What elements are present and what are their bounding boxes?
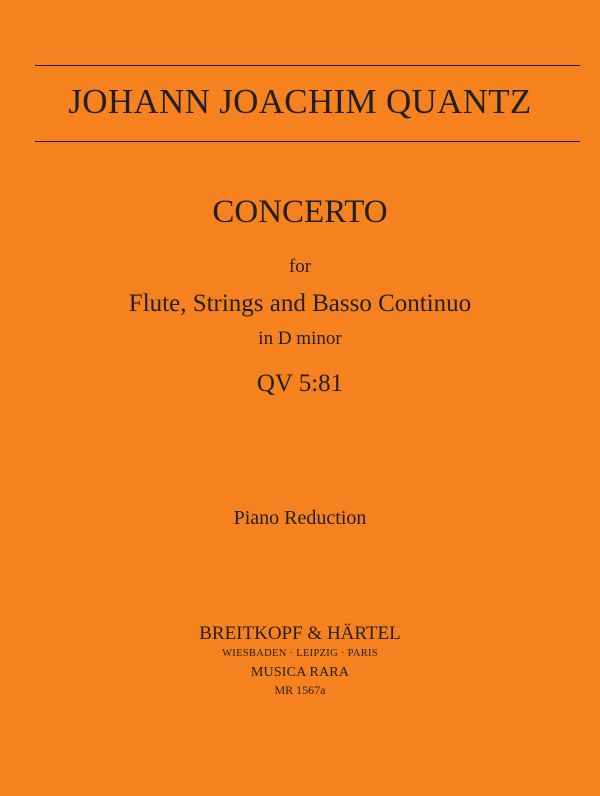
publisher-name: BREITKOPF & HÄRTEL bbox=[199, 623, 401, 644]
composer-name: JOHANN JOACHIM QUANTZ bbox=[68, 82, 532, 121]
publisher-cities: WIESBADEN · LEIPZIG · PARIS bbox=[222, 648, 378, 659]
catalog-designation: QV 5:81 bbox=[256, 370, 344, 397]
instrumentation: Flute, Strings and Basso Continuo bbox=[128, 290, 472, 317]
catalog-number: MR 1567a bbox=[274, 683, 326, 697]
publisher-imprint: MUSICA RARA bbox=[250, 665, 350, 680]
work-title: CONCERTO bbox=[212, 194, 388, 230]
for-text: for bbox=[288, 256, 312, 277]
top-rule bbox=[35, 65, 580, 66]
edition-type: Piano Reduction bbox=[233, 507, 367, 529]
bottom-rule bbox=[35, 141, 580, 142]
key-signature: in D minor bbox=[258, 328, 342, 349]
